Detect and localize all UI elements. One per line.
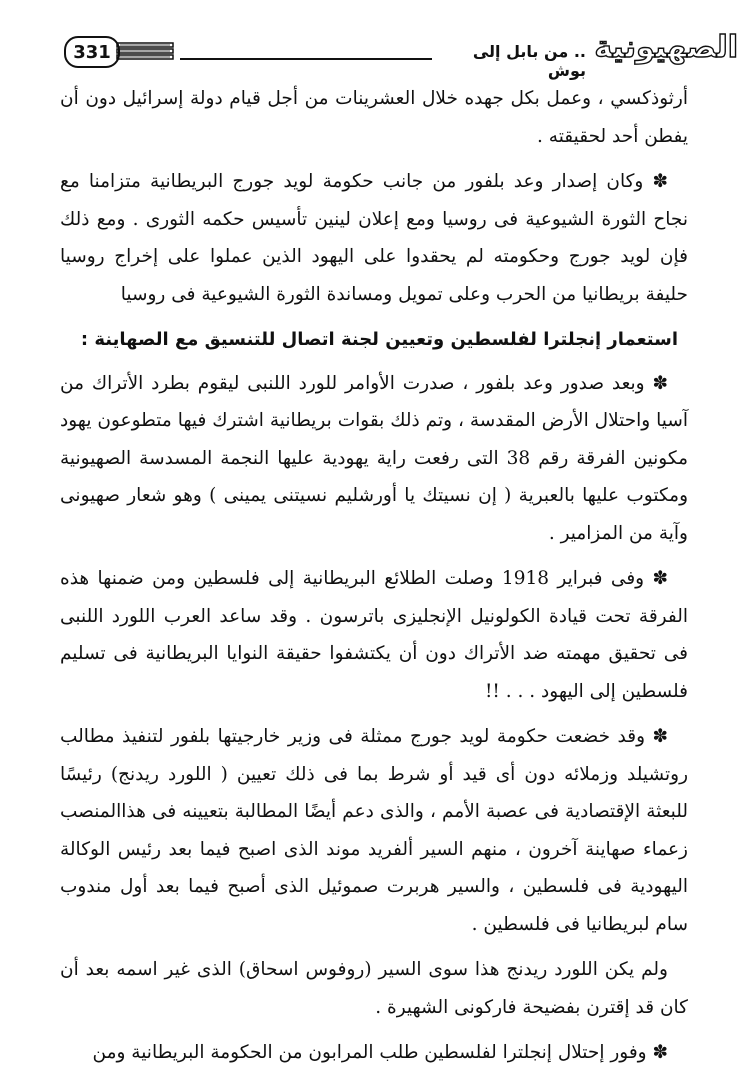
page-body	[60, 80, 688, 1080]
book-title: الصهيونية	[594, 30, 738, 65]
paragraph: ✽ وفى فبراير 1918 وصلت الطلائع البريطانية إلى فلسطين ومن ضمنها هذه الفرقة تحت قيادة الكولونيل الإنجليزى باترسون . وقد ساعد العرب اللورد اللنبى فى تحقيق مهمته ضد الأتراك دون أن يكتشفوا حقيقة النوايا البريطانية فى تسليم فلسطين إلى اليهود . . . !!	[60, 568, 688, 702]
paragraph: ولم يكن اللورد ريدنج هذا سوى السير (روفوس اسحاق) الذى غير اسمه بعد أن كان قد إقترن بفضيحة فاركونى الشهيرة .	[60, 959, 688, 1018]
page-header	[0, 30, 746, 78]
book-stack-icon	[116, 40, 174, 64]
paragraph: ✽ وفور إحتلال إنجلترا لفلسطين طلب المرابون من الحكومة البريطانية ومن	[92, 1042, 668, 1063]
page-number: 331	[64, 36, 120, 68]
paragraph: ✽ وكان إصدار وعد بلفور من جانب حكومة لويد جورج البريطانية متزامنا مع نجاح الثورة الشيوعية فى روسيا ومع إعلان لينين تأسيس حكمه الثورى . ومع ذلك فإن لويد جورج وحكومته لم يحقدوا على اليهود الذين عملوا على إخراج روسيا حليفة بريطانيا من الحرب وعلى تمويل ومساندة الثورة الشيوعية فى روسيا	[60, 171, 688, 305]
section-heading: استعمار إنجلترا لفلسطين وتعيين لجنة اتصال للتنسيق مع الصهاينة :	[80, 329, 678, 350]
paragraph: ✽ وقد خضعت حكومة لويد جورج ممثلة فى وزير خارجيتها بلفور لتنفيذ مطالب روتشيلد وزملائه دون أى قيد أو شرط بما فى ذلك تعيين ( اللورد ريدنج) رئيسًا للبعثة الإقتصادية فى عصبة الأمم ، والذى دعم أيضًا المطالبة بتعيينه فى هذاالمنصب زعماء صهاينة آخرون ، منهم السير ألفريد موند الذى اصبح فيما بعد رئيس الوكالة اليهودية فى فلسطين ، والسير هربرت صموئيل الذى أصبح فيما بعد أول مندوب سام لبريطانيا فى فلسطين .	[60, 726, 688, 935]
header-divider	[180, 58, 432, 60]
paragraph-continuation: أرثوذكسي ، وعمل بكل جهده خلال العشرينات من أجل قيام دولة إسرائيل دون أن يفطن أحد لحقيقته .	[60, 88, 688, 147]
book-subtitle: .. من بابل إلى بوش	[472, 42, 586, 80]
paragraph: ✽ وبعد صدور وعد بلفور ، صدرت الأوامر للورد اللنبى ليقوم بطرد الأتراك من آسيا واحتلال الأرض المقدسة ، وتم ذلك بقوات بريطانية اشترك فيها متطوعون يهود مكونين الفرقة رقم 38 التى رفعت راية يهودية عليها النجمة المسدسة الصهيونية ومكتوب عليها بالعبرية ( إن نسيتك يا أورشليم نسيتنى يمينى ) وهو شعار صهيونى وآية من المزامير .	[60, 372, 688, 544]
